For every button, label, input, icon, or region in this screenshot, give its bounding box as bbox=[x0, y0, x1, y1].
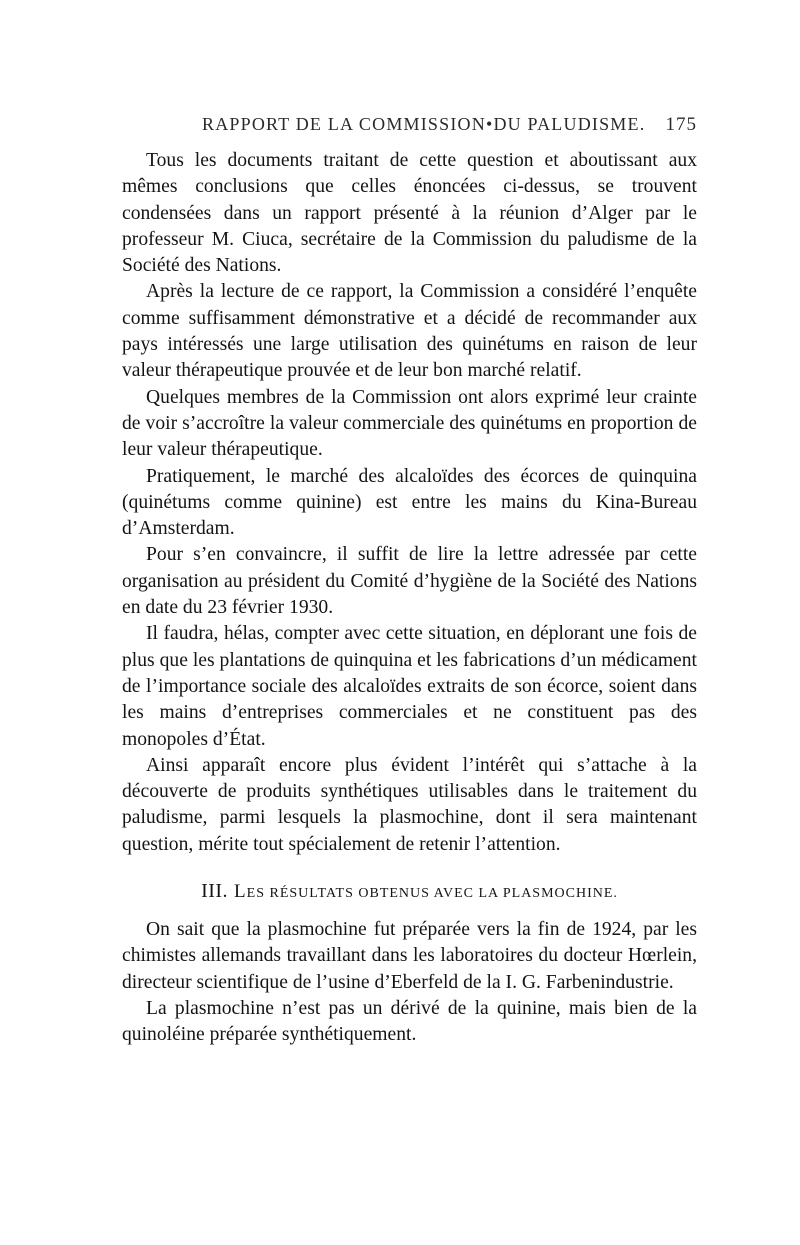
paragraph: Après la lecture de ce rapport, la Commission a considéré l’enquête comme suffisamment démonstrative et a décidé de recommander aux pays intéressés une large utilisation des quinétums en raison de leur valeur thérapeutique prouvée et de leur bon marché relatif. bbox=[122, 281, 697, 382]
page-number: 175 bbox=[665, 114, 697, 135]
section-title-rest: ES RÉSULTATS OBTENUS AVEC LA PLASMOCHINE. bbox=[246, 886, 618, 902]
paragraph: La plasmochine n’est pas un dérivé de la quinine, mais bien de la quinoléine préparée synthétiquement. bbox=[122, 997, 697, 1046]
section-heading bbox=[122, 880, 697, 903]
running-head-title: RAPPORT DE LA COMMISSION•DU PALUDISME. bbox=[202, 114, 646, 134]
paragraph: Pour s’en convaincre, il suffit de lire la lettre adressée par cette organisation au président du Comité d’hygiène de la Société des Nations en date du 23 février 1930. bbox=[122, 544, 697, 619]
section-number: III. bbox=[201, 880, 229, 903]
paragraph: Ainsi apparaît encore plus évident l’intérêt qui s’attache à la découverte de produits synthétiques utilisables dans le traitement du paludisme, parmi lesquels la plasmochine, dont il sera maintenant question, mérite tout spécialement de retenir l’attention. bbox=[122, 754, 697, 855]
paragraph: Il faudra, hélas, compter avec cette situation, en déplorant une fois de plus que les plantations de quinquina et les fabrications d’un médicament de l’importance sociale des alcaloïdes extraits de son écorce, soient dans les mains d’entreprises commerciales et ne constituent pas des monopoles d’État. bbox=[122, 623, 697, 750]
paragraph: On sait que la plasmochine fut préparée vers la fin de 1924, par les chimistes allemands travaillant dans les laboratoires du docteur Hœrlein, directeur scientifique de l’usine d’Eberfeld de la I. G. Farbenindustrie. bbox=[122, 919, 697, 993]
running-head bbox=[122, 110, 697, 140]
paragraph: Pratiquement, le marché des alcaloïdes des écorces de quinquina (quinétums comme quinine) est entre les mains du Kina-Bureau d’Amsterdam. bbox=[122, 465, 697, 540]
section-title-initial: L bbox=[234, 881, 247, 903]
paragraph: Quelques membres de la Commission ont alors exprimé leur crainte de voir s’accroître la valeur commerciale des quinétums en proportion de leur valeur thérapeutique. bbox=[122, 386, 697, 461]
paragraph: Tous les documents traitant de cette question et aboutissant aux mêmes conclusions que celles énoncées ci-dessus, se trouvent condensées dans un rapport présenté à la réunion d’Alger par le professeur M. Ciuca, secrétaire de la Commission du paludisme de la Société des Nations. bbox=[122, 150, 697, 277]
page-body bbox=[122, 110, 697, 1049]
section-title bbox=[234, 881, 618, 903]
